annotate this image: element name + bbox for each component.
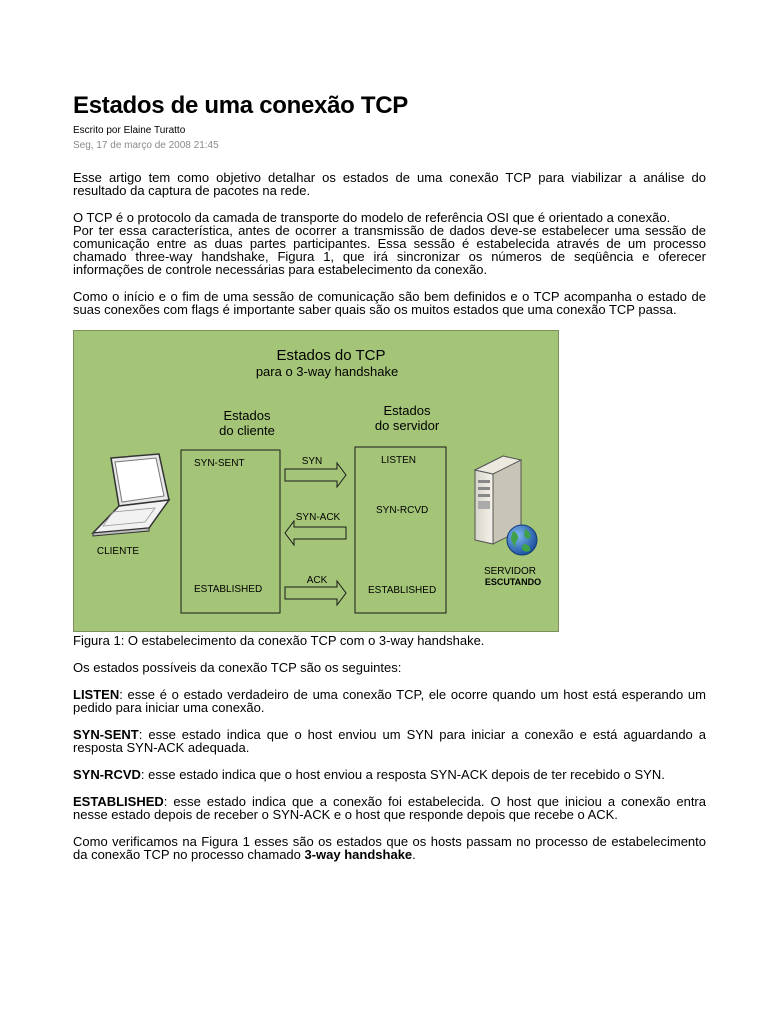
- state-syn-sent-item: [73, 728, 706, 754]
- diagram-subtitle: para o 3-way handshake: [255, 364, 399, 379]
- state-desc-syn-sent: : esse estado indica que o host enviou um SYN para iniciar a conexão e está aguardando a resposta SYN-ACK adequada.: [73, 727, 706, 755]
- server-header-line-1: Estados: [383, 403, 431, 418]
- client-header-line-2: do cliente: [219, 423, 275, 438]
- paragraph-tcp-handshake: Por ter essa característica, antes de ocorrer a transmissão de dados deve-se estabelecer uma sessão de comunicação entre as duas partes participantes. Essa sessão é estabelecida através de um processo chamado three-way handshake, Figura 1, que irá sincronizar os números de seqüência e oferecer informações de controle necessárias para estabelecimento da conexão.: [73, 223, 706, 277]
- diagram-title: Estados do TCP: [276, 347, 386, 364]
- server-label-line-1: SERVIDOR: [483, 566, 537, 577]
- state-syn-rcvd-item: [73, 768, 706, 781]
- server-state-established: ESTABLISHED: [368, 585, 437, 596]
- paragraph-closing: [73, 835, 706, 861]
- server-state-listen: LISTEN: [381, 455, 417, 466]
- client-label: CLIENTE: [96, 546, 140, 557]
- paragraph-tcp-definition: O TCP é o protocolo da camada de transporte do modelo de referência OSI que é orientado a conexão.: [73, 210, 671, 225]
- state-desc-listen: : esse é o estado verdadeiro de uma conexão TCP, ele ocorre quando um host está esperando um pedido para iniciar uma conexão.: [73, 687, 706, 715]
- article-author: Escrito por Elaine Turatto: [73, 125, 186, 136]
- paragraph-flags: Como o início e o fim de uma sessão de comunicação são bem definidos e o TCP acompanha o estado de suas conexões com flags é importante saber quais são os muitos estados que uma conexão TCP passa.: [73, 289, 706, 317]
- arrow-label-syn-ack: SYN-ACK: [295, 512, 341, 523]
- state-term-syn-rcvd: SYN-RCVD: [73, 767, 141, 782]
- client-header-line-1: Estados: [223, 408, 271, 423]
- article: [73, 92, 706, 861]
- closing-end: .: [412, 847, 416, 862]
- state-term-listen: LISTEN: [73, 687, 120, 702]
- client-state-syn-sent: SYN-SENT: [194, 458, 245, 469]
- server-state-syn-rcvd: SYN-RCVD: [376, 505, 429, 516]
- article-title: Estados de uma conexão TCP: [73, 92, 408, 119]
- state-desc-established: : esse estado indica que a conexão foi estabelecida. O host que iniciou a conexão entra nesse estado depois de receber o SYN-ACK e o host que responde depois que recebe o ACK.: [73, 794, 706, 822]
- client-state-established: ESTABLISHED: [194, 584, 263, 595]
- state-listen-item: [73, 688, 706, 714]
- closing-text: Como verificamos na Figura 1 esses são os estados que os hosts passam no processo de estabelecimento da conexão TCP no processo chamado: [73, 834, 706, 862]
- arrow-label-syn: SYN: [301, 456, 323, 467]
- server-header-line-2: do servidor: [374, 418, 440, 433]
- server-label-line-2: ESCUTANDO: [484, 577, 542, 587]
- figure-caption: Figura 1: O estabelecimento da conexão TCP com o 3-way handshake.: [73, 633, 485, 648]
- state-established-item: [73, 795, 706, 821]
- article-date: Seg, 17 de março de 2008 21:45: [73, 140, 219, 151]
- paragraph-intro: Esse artigo tem como objetivo detalhar os estados de uma conexão TCP para viabilizar a análise do resultado da captura de pacotes na rede.: [73, 170, 706, 198]
- state-desc-syn-rcvd: : esse estado indica que o host enviou a resposta SYN-ACK depois de ter recebido o SYN.: [140, 767, 665, 782]
- state-term-established: ESTABLISHED: [73, 794, 164, 809]
- arrow-label-ack: ACK: [306, 575, 328, 586]
- closing-bold-term: 3-way handshake: [304, 847, 413, 862]
- paragraph-states-intro: Os estados possíveis da conexão TCP são os seguintes:: [73, 660, 402, 675]
- tcp-handshake-diagram: [73, 330, 559, 632]
- figure-tcp-handshake: [73, 330, 559, 632]
- state-term-syn-sent: SYN-SENT: [73, 727, 139, 742]
- globe-icon: [507, 525, 537, 555]
